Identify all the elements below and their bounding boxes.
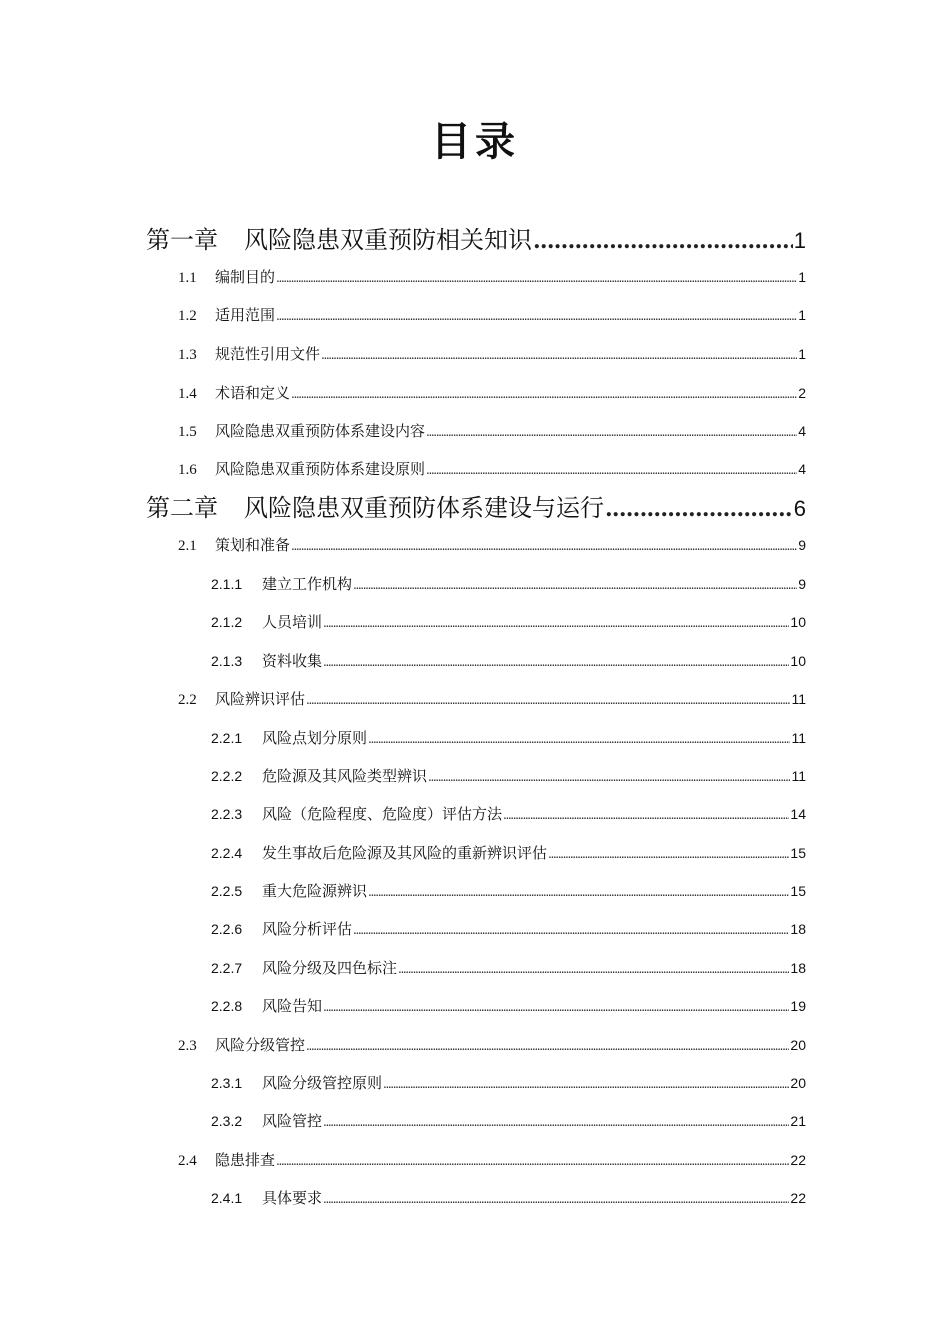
toc-entry[interactable] — [178, 420, 806, 442]
toc-dot-leader — [291, 387, 797, 401]
toc-entry[interactable] — [211, 765, 806, 787]
toc-dot-leader — [353, 578, 797, 592]
toc-entry[interactable] — [211, 650, 806, 672]
toc-entry-label: 风险隐患双重预防体系建设内容 — [215, 422, 426, 440]
toc-entry[interactable] — [211, 842, 806, 864]
toc-entry[interactable] — [178, 343, 806, 365]
toc-entry-label: 规范性引用文件 — [215, 345, 321, 363]
toc-entry-label: 术语和定义 — [215, 384, 291, 402]
toc-entry[interactable] — [211, 727, 806, 749]
toc-entry-number: 2.1.2 — [211, 614, 243, 630]
toc-entry-label: 风险分级管控原则 — [262, 1074, 383, 1092]
toc-entry-label: 风险隐患双重预防相关知识 — [244, 226, 532, 254]
toc-dot-leader — [306, 1039, 789, 1053]
toc-page-number: 18 — [790, 960, 806, 976]
toc-entry[interactable] — [178, 688, 806, 710]
toc-chapter-entry[interactable] — [146, 488, 806, 522]
toc-page-number: 22 — [790, 1152, 806, 1168]
toc-entry-number: 2.3.2 — [211, 1113, 243, 1129]
toc-page-number: 22 — [790, 1190, 806, 1206]
toc-entry-number: 1.6 — [178, 462, 197, 478]
toc-page-number: 20 — [790, 1037, 806, 1053]
toc-page-number: 6 — [793, 496, 806, 521]
toc-entry-number: 1.1 — [178, 270, 197, 286]
toc-entry[interactable] — [211, 995, 806, 1017]
toc-entry-number: 2.1 — [178, 538, 197, 554]
toc-entry-label: 适用范围 — [215, 306, 276, 324]
toc-dot-leader — [426, 463, 797, 477]
toc-entry[interactable] — [178, 382, 806, 404]
toc-entry-number: 2.3 — [178, 1038, 197, 1054]
toc-dot-leader — [605, 496, 793, 522]
toc-entry-number: 第二章 — [146, 494, 218, 522]
toc-entry-number: 1.2 — [178, 308, 197, 324]
toc-entry-label: 具体要求 — [262, 1189, 323, 1207]
toc-entry-label: 风险隐患双重预防体系建设与运行 — [244, 494, 604, 522]
toc-entry-label: 风险点划分原则 — [262, 729, 368, 747]
toc-entry-label: 重大危险源辨识 — [262, 882, 368, 900]
toc-entry-label: 风险（危险程度、危险度）评估方法 — [262, 805, 503, 823]
toc-entry[interactable] — [211, 880, 806, 902]
toc-page-number: 19 — [790, 998, 806, 1014]
toc-entry-label: 策划和准备 — [215, 536, 291, 554]
toc-page-number: 1 — [793, 228, 806, 253]
toc-entry-label: 编制目的 — [215, 268, 276, 286]
toc-dot-leader — [548, 847, 789, 861]
toc-page-number: 15 — [790, 845, 806, 861]
toc-entry-label: 风险分级及四色标注 — [262, 959, 398, 977]
toc-entry-label: 发生事故后危险源及其风险的重新辨识评估 — [262, 844, 548, 862]
page-title: 目录 — [431, 119, 519, 165]
toc-entry-number: 第一章 — [146, 226, 218, 254]
toc-entry-label: 风险隐患双重预防体系建设原则 — [215, 460, 426, 478]
toc-dot-leader — [533, 228, 793, 254]
toc-entry[interactable] — [178, 1034, 806, 1056]
toc-entry-number: 2.2.6 — [211, 921, 243, 937]
toc-dot-leader — [368, 732, 790, 746]
toc-entry-number: 2.2.5 — [211, 883, 243, 899]
toc-page-number: 11 — [791, 730, 806, 746]
toc-entry-label: 风险告知 — [262, 997, 323, 1015]
toc-dot-leader — [426, 425, 797, 439]
toc-dot-leader — [323, 655, 789, 669]
toc-entry-number: 2.3.1 — [211, 1075, 243, 1091]
toc-page-number: 10 — [790, 614, 806, 630]
toc-entry-label: 资料收集 — [262, 652, 323, 670]
toc-dot-leader — [276, 1154, 789, 1168]
toc-page-number: 2 — [798, 385, 806, 401]
toc-dot-leader — [323, 616, 789, 630]
toc-entry[interactable] — [211, 918, 806, 940]
toc-dot-leader — [353, 923, 789, 937]
toc-page-number: 1 — [798, 269, 806, 285]
toc-page-number: 11 — [791, 691, 806, 707]
toc-page-number: 4 — [798, 423, 806, 439]
toc-entry[interactable] — [178, 458, 806, 480]
toc-dot-leader — [503, 808, 789, 822]
toc-page-number: 11 — [791, 768, 806, 784]
toc-entry-number: 1.4 — [178, 386, 197, 402]
toc-entry[interactable] — [211, 803, 806, 825]
toc-entry[interactable] — [211, 1072, 806, 1094]
toc-dot-leader — [323, 1115, 789, 1129]
toc-dot-leader — [276, 309, 797, 323]
toc-entry-number: 2.2 — [178, 692, 197, 708]
toc-page-number: 1 — [798, 346, 806, 362]
toc-entry-number: 1.3 — [178, 347, 197, 363]
toc-entry-label: 建立工作机构 — [262, 575, 353, 593]
toc-page-number: 10 — [790, 653, 806, 669]
toc-page-number: 18 — [790, 921, 806, 937]
toc-entry[interactable] — [178, 266, 806, 288]
toc-page-number: 9 — [798, 576, 806, 592]
toc-entry-label: 人员培训 — [262, 613, 323, 631]
toc-entry-label: 风险分析评估 — [262, 920, 353, 938]
toc-chapter-entry[interactable] — [146, 220, 806, 254]
toc-entry-number: 2.1.3 — [211, 653, 243, 669]
toc-entry-label: 风险辨识评估 — [215, 690, 306, 708]
toc-entry[interactable] — [178, 534, 806, 556]
toc-entry-number: 2.4.1 — [211, 1190, 243, 1206]
toc-entry[interactable] — [178, 1149, 806, 1171]
toc-entry[interactable] — [211, 611, 806, 633]
toc-entry[interactable] — [178, 304, 806, 326]
toc-dot-leader — [321, 348, 797, 362]
toc-page-number: 15 — [790, 883, 806, 899]
toc-entry[interactable] — [211, 1110, 806, 1132]
toc-entry-number: 2.2.8 — [211, 998, 243, 1014]
toc-entry-label: 隐患排查 — [215, 1151, 276, 1169]
toc-entry-number: 2.2.1 — [211, 730, 243, 746]
toc-page-number: 1 — [798, 307, 806, 323]
toc-entry-label: 风险分级管控 — [215, 1036, 306, 1054]
toc-page-number: 9 — [798, 537, 806, 553]
toc-page-number: 20 — [790, 1075, 806, 1091]
toc-entry-label: 风险管控 — [262, 1112, 323, 1130]
toc-entry-label: 危险源及其风险类型辨识 — [262, 767, 428, 785]
toc-entry-number: 2.2.4 — [211, 845, 243, 861]
toc-page-number: 14 — [790, 806, 806, 822]
toc-entry-number: 1.5 — [178, 424, 197, 440]
toc-dot-leader — [383, 1077, 789, 1091]
toc-entry-number: 2.1.1 — [211, 576, 243, 592]
toc-page-number: 21 — [790, 1113, 806, 1129]
toc-dot-leader — [276, 271, 797, 285]
toc-dot-leader — [291, 539, 797, 553]
toc-page-number: 4 — [798, 461, 806, 477]
toc-dot-leader — [323, 1000, 789, 1014]
toc-dot-leader — [428, 770, 790, 784]
toc-entry-number: 2.2.3 — [211, 806, 243, 822]
toc-entry-number: 2.4 — [178, 1153, 197, 1169]
toc-entry[interactable] — [211, 1187, 806, 1209]
toc-entry-number: 2.2.7 — [211, 960, 243, 976]
toc-dot-leader — [398, 962, 789, 976]
toc-entry-number: 2.2.2 — [211, 768, 243, 784]
toc-dot-leader — [368, 885, 789, 899]
toc-dot-leader — [306, 693, 790, 707]
toc-entry[interactable] — [211, 957, 806, 979]
toc-entry[interactable] — [211, 573, 806, 595]
toc-dot-leader — [323, 1192, 789, 1206]
